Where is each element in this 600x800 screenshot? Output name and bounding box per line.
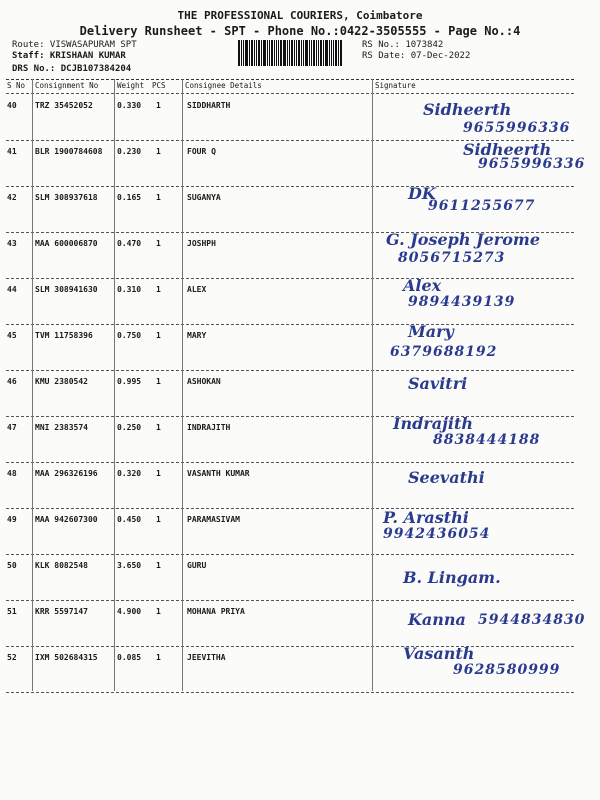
barcode-bar (289, 40, 290, 66)
row-sno: 43 (7, 239, 17, 248)
column-divider (32, 79, 33, 691)
row-sno: 51 (7, 607, 17, 616)
barcode-bar (294, 40, 295, 66)
barcode-bar (325, 40, 328, 66)
barcode-bar (323, 40, 324, 66)
row-consignee: JEEVITHA (187, 653, 226, 662)
signature-scrawl: Kanna (408, 610, 466, 629)
barcode (238, 40, 358, 66)
row-consignee: MOHANA PRIYA (187, 607, 245, 616)
row-divider (6, 692, 574, 693)
signature-scrawl: DK (408, 184, 436, 203)
column-header-consignee: Consignee Details (185, 81, 262, 90)
barcode-bar (258, 40, 260, 66)
signature-phone: 8056715273 (398, 250, 506, 266)
barcode-bar (298, 40, 300, 66)
barcode-bar (305, 40, 308, 66)
row-consignment-no: IXM 502684315 (35, 653, 98, 662)
barcode-bar (245, 40, 248, 66)
signature-scrawl: Seevathi (408, 468, 485, 487)
row-consignment-no: MAA 942607300 (35, 515, 98, 524)
row-consignee: PARAMASIVAM (187, 515, 240, 524)
row-weight: 0.250 (117, 423, 142, 432)
row-pcs: 1 (156, 653, 161, 662)
table-row (6, 186, 574, 232)
barcode-bar (309, 40, 310, 66)
table-row (6, 140, 586, 186)
barcode-bar (261, 40, 262, 66)
row-consignee: INDRAJITH (187, 423, 231, 432)
barcode-bar (318, 40, 319, 66)
signature-scrawl: Savitri (408, 374, 468, 393)
row-sno: 44 (7, 285, 17, 294)
row-consignment-no: KLK 8082548 (35, 561, 88, 570)
row-sno: 45 (7, 331, 17, 340)
row-sno: 50 (7, 561, 17, 570)
signature-scrawl: P. Arasthi (383, 508, 469, 527)
barcode-bar (254, 40, 255, 66)
barcode-bar (256, 40, 257, 66)
column-header-signature: Signature (375, 81, 416, 90)
barcode-bar (241, 40, 242, 66)
row-pcs: 1 (156, 561, 161, 570)
signature-scrawl: Alex (403, 276, 442, 295)
runsheet-title: Delivery Runsheet - SPT - Phone No.:0422-3505555 - Page No.:4 (79, 24, 521, 38)
staff-label: Staff: KRISHAAN KUMAR (12, 51, 126, 61)
table-row (6, 462, 574, 508)
signature-phone: 9655996336 (478, 156, 586, 172)
barcode-bar (333, 40, 334, 66)
table-row (6, 416, 574, 462)
row-consignee: SIDDHARTH (187, 101, 231, 110)
row-pcs: 1 (156, 147, 161, 156)
barcode-bar (331, 40, 332, 66)
row-sno: 40 (7, 101, 17, 110)
barcode-bar (280, 40, 282, 66)
row-sno: 41 (7, 147, 17, 156)
row-consignment-no: TRZ 35452052 (35, 101, 93, 110)
barcode-bar (276, 40, 277, 66)
row-pcs: 1 (156, 469, 161, 478)
row-weight: 0.330 (117, 101, 142, 110)
row-sno: 47 (7, 423, 17, 432)
barcode-bar (243, 40, 244, 66)
barcode-bar (251, 40, 253, 66)
column-header-weight: Weight (117, 81, 145, 90)
barcode-bar (296, 40, 297, 66)
drs-number: DRS No.: DCJB107384204 (12, 64, 132, 74)
barcode-bar (287, 40, 288, 66)
column-divider (114, 79, 115, 691)
signature-phone: 9894439139 (408, 294, 516, 310)
barcode-bar (311, 40, 312, 66)
row-weight: 3.650 (117, 561, 142, 570)
signature-scrawl: G. Joseph Jerome (386, 230, 541, 249)
barcode-bar (303, 40, 304, 66)
row-weight: 0.320 (117, 469, 142, 478)
signature-phone: 6379688192 (390, 344, 498, 360)
signature-scrawl: Sidheerth (463, 140, 552, 159)
signature-scrawl: Vasanth (403, 644, 475, 663)
row-weight: 0.995 (117, 377, 142, 386)
barcode-bar (316, 40, 317, 66)
signature-phone: 9655996336 (463, 120, 571, 136)
barcode-bar (335, 40, 337, 66)
barcode-bar (320, 40, 322, 66)
table-row (6, 278, 574, 324)
column-header-pcs: PCS (152, 81, 166, 90)
row-pcs: 1 (156, 423, 161, 432)
row-consignment-no: KMU 2380542 (35, 377, 88, 386)
row-pcs: 1 (156, 239, 161, 248)
table-row (6, 646, 574, 692)
barcode-bar (274, 40, 275, 66)
row-consignee: ASHOKAN (187, 377, 221, 386)
column-header-consignment: Consignment No (35, 81, 99, 90)
row-consignee: FOUR Q (187, 147, 216, 156)
barcode-bar (278, 40, 279, 66)
rs-number: RS No.: 1073842 (362, 40, 444, 50)
table-row (6, 324, 574, 370)
row-weight: 0.165 (117, 193, 142, 202)
row-pcs: 1 (156, 331, 161, 340)
row-consignment-no: MNI 2383574 (35, 423, 88, 432)
row-consignment-no: SLM 308937618 (35, 193, 98, 202)
signature-scrawl: Sidheerth (423, 100, 512, 119)
row-consignee: VASANTH KUMAR (187, 469, 250, 478)
row-sno: 42 (7, 193, 17, 202)
row-consignment-no: MAA 296326196 (35, 469, 98, 478)
row-pcs: 1 (156, 285, 161, 294)
route-label: Route: VISWASAPURAM SPT (12, 40, 137, 50)
barcode-bar (329, 40, 330, 66)
row-sno: 49 (7, 515, 17, 524)
signature-phone: 8838444188 (433, 432, 541, 448)
row-sno: 48 (7, 469, 17, 478)
row-weight: 0.470 (117, 239, 142, 248)
row-consignee: GURU (187, 561, 207, 570)
table-row (6, 232, 574, 278)
barcode-bar (313, 40, 315, 66)
company-title: THE PROFESSIONAL COURIERS, Coimbatore (177, 9, 423, 22)
barcode-bar (301, 40, 302, 66)
row-sno: 52 (7, 653, 17, 662)
row-pcs: 1 (156, 193, 161, 202)
column-header-sno: S No (7, 81, 26, 90)
row-weight: 0.230 (117, 147, 142, 156)
barcode-bar (271, 40, 273, 66)
barcode-bar (340, 40, 342, 66)
row-sno: 46 (7, 377, 17, 386)
signature-phone: 9942436054 (383, 526, 491, 542)
signature-scrawl: Mary (408, 322, 454, 341)
row-pcs: 1 (156, 515, 161, 524)
rs-date: RS Date: 07-Dec-2022 (362, 51, 471, 61)
row-consignee: JOSHPH (187, 239, 216, 248)
row-weight: 0.750 (117, 331, 142, 340)
row-weight: 0.450 (117, 515, 142, 524)
row-consignee: MARY (187, 331, 207, 340)
barcode-bar (263, 40, 266, 66)
table-row (6, 508, 574, 554)
signature-phone: 9628580999 (453, 662, 561, 678)
barcode-bar (238, 40, 240, 66)
row-pcs: 1 (156, 607, 161, 616)
column-divider (372, 79, 373, 691)
row-weight: 4.900 (117, 607, 142, 616)
row-consignment-no: MAA 600006870 (35, 239, 98, 248)
row-weight: 0.310 (117, 285, 142, 294)
row-consignment-no: TVM 11758396 (35, 331, 93, 340)
row-consignment-no: KRR 5597147 (35, 607, 88, 616)
barcode-bar (249, 40, 250, 66)
column-divider (182, 79, 183, 691)
row-weight: 0.085 (117, 653, 142, 662)
row-pcs: 1 (156, 377, 161, 386)
signature-phone: 9611255677 (428, 198, 536, 214)
table-row (6, 370, 574, 416)
barcode-bar (267, 40, 268, 66)
barcode-bar (291, 40, 293, 66)
table-row (6, 600, 586, 646)
table-row (6, 554, 574, 600)
signature-phone: 5944834830 (478, 612, 586, 628)
signature-scrawl: Indrajith (393, 414, 473, 433)
row-consignee: SUGANYA (187, 193, 221, 202)
barcode-bar (283, 40, 286, 66)
row-pcs: 1 (156, 101, 161, 110)
row-consignment-no: BLR 1900784608 (35, 147, 103, 156)
barcode-bar (338, 40, 339, 66)
table-row (6, 94, 574, 140)
row-consignment-no: SLM 308941630 (35, 285, 98, 294)
signature-scrawl: B. Lingam. (403, 568, 501, 587)
barcode-bar (269, 40, 270, 66)
row-consignee: ALEX (187, 285, 207, 294)
